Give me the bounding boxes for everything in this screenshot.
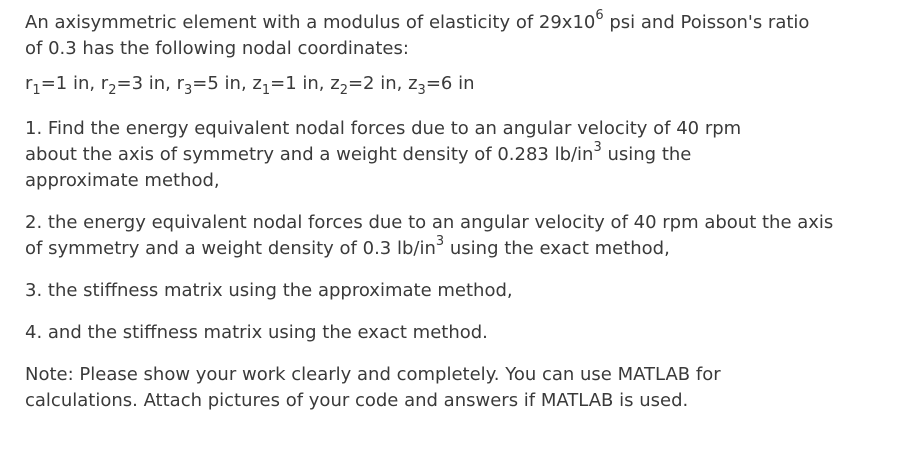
- subscript: 3: [417, 83, 426, 98]
- z1-value: =1 in,: [270, 73, 331, 94]
- z-symbol: z: [408, 73, 418, 94]
- modulus-exponent: 6: [595, 8, 604, 23]
- z2-value: =2 in,: [347, 73, 409, 94]
- question-2: [25, 210, 845, 262]
- r-symbol: r: [25, 73, 33, 94]
- r2-value: =3 in,: [116, 73, 177, 94]
- subscript: 3: [184, 83, 193, 98]
- subscript: 1: [261, 83, 271, 98]
- unit-exponent: 3: [435, 234, 445, 249]
- nodal-coordinates: [25, 71, 905, 97]
- z3-value: =6 in: [425, 73, 475, 94]
- intro-paragraph: [25, 10, 825, 62]
- unit-exponent: 3: [593, 140, 602, 155]
- problem-statement: [25, 10, 905, 414]
- subscript: 1: [32, 83, 41, 98]
- r1-value: =1 in,: [40, 73, 101, 94]
- subscript: 2: [108, 83, 117, 98]
- z-symbol: z: [252, 73, 262, 94]
- question-2-text-end: using the exact method,: [444, 238, 670, 259]
- intro-text-1: An axisymmetric element with a modulus of elasticity of 29x10: [25, 12, 596, 33]
- r-symbol: r: [176, 73, 184, 94]
- question-3: 3. the stiffness matrix using the approximate method,: [25, 280, 513, 301]
- intro-text-2: psi and Poisson's ratio of 0.3 has the following nodal coordinates:: [25, 12, 810, 59]
- subscript: 2: [339, 83, 348, 98]
- z-symbol: z: [330, 73, 340, 94]
- note-paragraph: Note: Please show your work clearly and completely. You can use MATLAB for calculations. Attach pictures of your code and answers if MATLAB is used.: [25, 364, 721, 411]
- question-1-text: 1. Find the energy equivalent nodal forces due to an angular velocity of 40 rpm about the axis of symmetry and a weight density of 0.283 lb/in: [25, 118, 742, 165]
- r-symbol: r: [100, 73, 109, 94]
- question-1: [25, 116, 795, 194]
- question-4: 4. and the stiffness matrix using the exact method.: [25, 322, 488, 343]
- question-2-text: 2. the energy equivalent nodal forces due to an angular velocity of 40 rpm about the axis of symmetry and a weight density of 0.3 lb/in: [25, 212, 834, 259]
- r3-value: =5 in,: [192, 73, 253, 94]
- question-1-text-end: using the approximate method,: [25, 144, 692, 191]
